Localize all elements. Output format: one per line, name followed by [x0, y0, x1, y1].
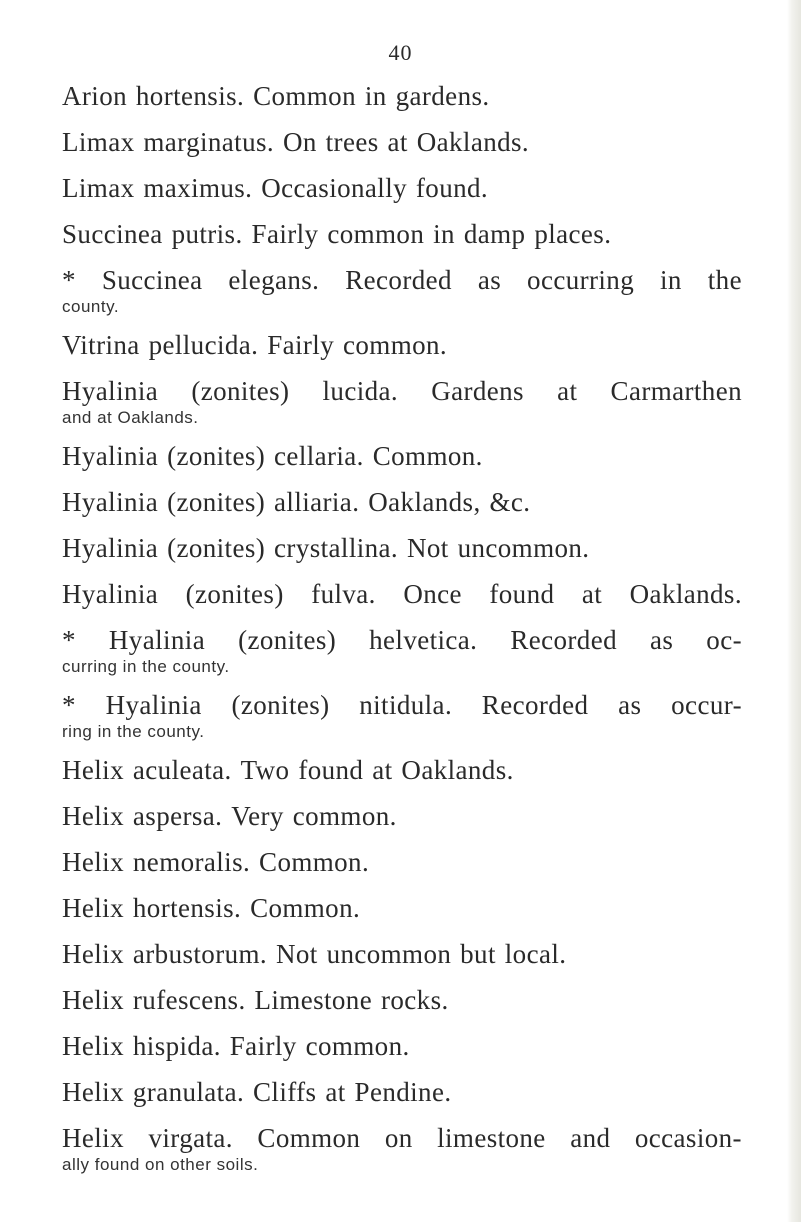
species-entry-text: Limax maximus. Occasionally found.: [62, 173, 489, 203]
species-entry: [62, 172, 742, 204]
species-entry: [62, 892, 742, 924]
species-entry-text: Arion hortensis. Common in gardens.: [62, 81, 490, 111]
species-entry-text: Helix rufescens. Limestone rocks.: [62, 985, 449, 1015]
species-entry-text: Hyalinia (zonites) lucida. Gardens at Carmarthen: [62, 376, 742, 406]
species-entry: [62, 938, 742, 970]
species-entry-text: Helix nemoralis. Common.: [62, 847, 370, 877]
species-entry-continuation: ring in the county.: [62, 722, 205, 741]
species-entry: [62, 486, 742, 518]
species-entry: [62, 578, 742, 610]
species-entry-text: Helix virgata. Common on limestone and occasion-: [62, 1123, 742, 1153]
species-entry-text: Helix granulata. Cliffs at Pendine.: [62, 1077, 452, 1107]
species-entry-text: Hyalinia (zonites) alliaria. Oaklands, &c.: [62, 487, 531, 517]
species-entry-continuation: and at Oaklands.: [62, 408, 199, 427]
species-entry-text: * Hyalinia (zonites) helvetica. Recorded as oc-: [62, 625, 742, 655]
page-number: 40: [388, 40, 413, 65]
species-entry: [62, 754, 742, 786]
species-entry-text: Succinea putris. Fairly common in damp places.: [62, 219, 612, 249]
species-entry-continuation: ally found on other soils.: [62, 1155, 259, 1174]
species-entry-text: Hyalinia (zonites) cellaria. Common.: [62, 441, 483, 471]
species-entry: [62, 1122, 742, 1176]
species-entry: [62, 689, 742, 743]
species-entry-text: Helix aculeata. Two found at Oaklands.: [62, 755, 514, 785]
species-entry-text: Helix hortensis. Common.: [62, 893, 361, 923]
species-list: [62, 80, 742, 1187]
species-entry: [62, 80, 742, 112]
species-entry-text: Hyalinia (zonites) fulva. Once found at Oaklands.: [62, 579, 742, 609]
species-entry-text: Hyalinia (zonites) crystallina. Not uncommon.: [62, 533, 590, 563]
species-entry: [62, 1030, 742, 1062]
species-entry: [62, 126, 742, 158]
species-entry: [62, 329, 742, 361]
species-entry: [62, 984, 742, 1016]
species-entry: [62, 264, 742, 318]
species-entry-continuation: county.: [62, 297, 120, 316]
species-entry: [62, 1076, 742, 1108]
page-edge: [787, 0, 801, 1222]
species-entry-text: Limax marginatus. On trees at Oaklands.: [62, 127, 530, 157]
species-entry-text: Helix aspersa. Very common.: [62, 801, 397, 831]
species-entry: [62, 440, 742, 472]
species-entry-text: Helix arbustorum. Not uncommon but local.: [62, 939, 567, 969]
species-entry-text: * Succinea elegans. Recorded as occurring in the: [62, 265, 742, 295]
species-entry-continuation: curring in the county.: [62, 657, 230, 676]
species-entry-text: Vitrina pellucida. Fairly common.: [62, 330, 448, 360]
species-entry: [62, 532, 742, 564]
species-entry: [62, 218, 742, 250]
species-entry: [62, 846, 742, 878]
species-entry-text: * Hyalinia (zonites) nitidula. Recorded as occur-: [62, 690, 742, 720]
species-entry: [62, 800, 742, 832]
species-entry: [62, 624, 742, 678]
species-entry: [62, 375, 742, 429]
species-entry-text: Helix hispida. Fairly common.: [62, 1031, 410, 1061]
